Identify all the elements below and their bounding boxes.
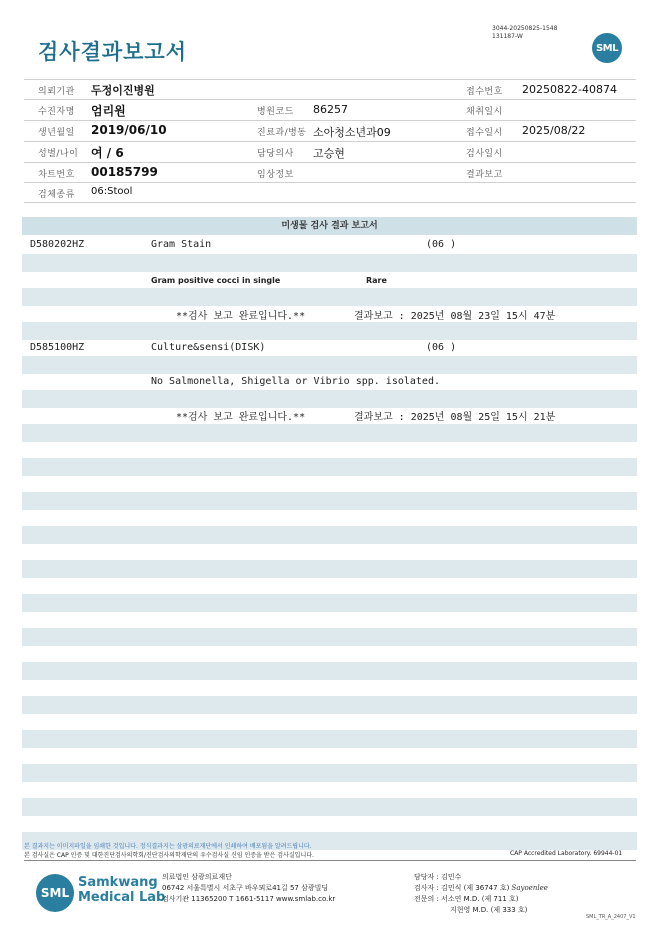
sml-logo-icon: SML [592, 33, 622, 63]
row-band [22, 526, 637, 544]
row-band [22, 288, 637, 306]
info-label: 담당의사 [257, 149, 294, 159]
info-label: 의뢰기관 [38, 87, 75, 97]
image-copy-notice: 본 결과지는 이미지파일을 임쇄한 것입니다. 정식결과지는 삼광의료재단에서 인쇄하여 배포됨을 알려드립니다. [24, 843, 312, 850]
accession-number: 20250822-40874 [522, 83, 617, 96]
info-label: 진료과/병동 [257, 128, 307, 138]
row-band [22, 594, 637, 612]
info-label: 생년월일 [38, 128, 75, 138]
info-label: 검사일시 [466, 149, 503, 159]
corporation-name: 의료법인 삼광의료재단 [162, 873, 232, 881]
signature: Sayoenlee [511, 884, 548, 892]
corporation-info [162, 872, 335, 905]
signers [414, 872, 548, 916]
document-code-line2: 131187-W [492, 33, 523, 40]
received-date: 2025/08/22 [522, 124, 586, 137]
row-band [22, 730, 637, 748]
cap-accreditation: CAP Accredited Laboratory. 69944-01 [510, 850, 623, 857]
row-band [22, 458, 637, 476]
document-code [492, 25, 557, 41]
divider [24, 120, 636, 121]
row-band [22, 560, 637, 578]
brand-line1: Samkwang [78, 875, 158, 890]
row-band [22, 390, 637, 408]
specimen-code: (06 ) [426, 239, 457, 250]
finding: No Salmonella, Shigella or Vibrio spp. isolated. [151, 376, 440, 387]
row-band [22, 696, 637, 714]
info-label: 성별/나이 [38, 149, 79, 159]
divider [24, 162, 636, 163]
accreditation-notice: 본 검사실은 CAP 인증 및 대한진단검사의학회/진단검사의학재단의 우수검사실 신임 인증을 받은 검사실입니다. [24, 852, 314, 859]
hospital-code: 86257 [313, 103, 348, 116]
document-code-line1: 3044-20250825-1548 [492, 25, 558, 32]
info-label: 수진자명 [38, 107, 75, 117]
result-report-time: 결과보고 : 2025년 08월 23일 15시 47분 [354, 311, 556, 322]
form-id: SML_TR_A_2407_V1 [586, 914, 636, 920]
test-name: Gram Stain [151, 239, 212, 250]
corporation-contact: 검사기관 11365200 T 1661-5117 www.smlab.co.kr [162, 895, 336, 903]
specimen-type: 06:Stool [91, 186, 133, 197]
report-title: 검사결과보고서 [38, 40, 188, 64]
divider [24, 141, 636, 142]
divider [24, 99, 636, 100]
corporation-address: 06742 서울특별시 서초구 바우뫼로41길 57 삼광빌딩 [162, 884, 329, 892]
section-title: 미생물 검사 결과 보고서 [22, 217, 637, 235]
finding: Gram positive cocci in single [151, 276, 281, 285]
test-code: D580202HZ [30, 239, 85, 250]
row-band [22, 424, 637, 442]
info-label: 접수일시 [466, 128, 503, 138]
finding-level: Rare [366, 276, 387, 285]
attending-doctor: 고승현 [313, 147, 345, 160]
specimen-code: (06 ) [426, 342, 457, 353]
brand-line2: Medical Lab [78, 890, 166, 905]
divider [24, 79, 636, 80]
row-band [22, 798, 637, 816]
row-band [22, 492, 637, 510]
footer-divider [24, 860, 636, 861]
sex-age: 여 / 6 [91, 146, 124, 160]
signer-specialist-2: 지현영 M.D. (제 333 호) [450, 906, 528, 914]
test-name: Culture&sensi(DISK) [151, 342, 266, 353]
info-label: 결과보고 [466, 170, 503, 180]
info-label: 검체종류 [38, 190, 75, 200]
row-band [22, 356, 637, 374]
birth-date: 2019/06/10 [91, 123, 167, 137]
patient-name: 엄리원 [91, 104, 126, 118]
signer-tester-row [414, 883, 548, 894]
chart-number: 00185799 [91, 165, 158, 179]
row-band [22, 628, 637, 646]
complete-message: **검사 보고 완료입니다.** [176, 412, 306, 423]
info-label: 임상정보 [257, 170, 294, 180]
row-band [22, 764, 637, 782]
result-report-time: 결과보고 : 2025년 08월 25일 15시 21분 [354, 412, 556, 423]
signer-manager: 담당자 : 김민수 [414, 873, 462, 881]
signer-tester: 검사자 : 김민식 (제 36747 호) [414, 884, 510, 892]
complete-message: **검사 보고 완료입니다.** [176, 311, 306, 322]
sml-logo-icon: SML [36, 874, 74, 912]
brand-name [78, 875, 165, 905]
referring-hospital: 두정이진병원 [91, 84, 155, 97]
signer-specialist-1: 전문의 : 서소연 M.D. (제 711 호) [414, 895, 519, 903]
row-band [22, 662, 637, 680]
department: 소아청소년과09 [313, 126, 391, 139]
divider [24, 182, 636, 183]
row-band [22, 322, 637, 340]
test-code: D585100HZ [30, 342, 85, 353]
info-label: 채취일시 [466, 107, 503, 117]
info-label: 접수번호 [466, 87, 503, 97]
info-label: 차트번호 [38, 170, 75, 180]
info-label: 병원코드 [257, 107, 294, 117]
row-band [22, 254, 637, 272]
divider [24, 202, 636, 203]
